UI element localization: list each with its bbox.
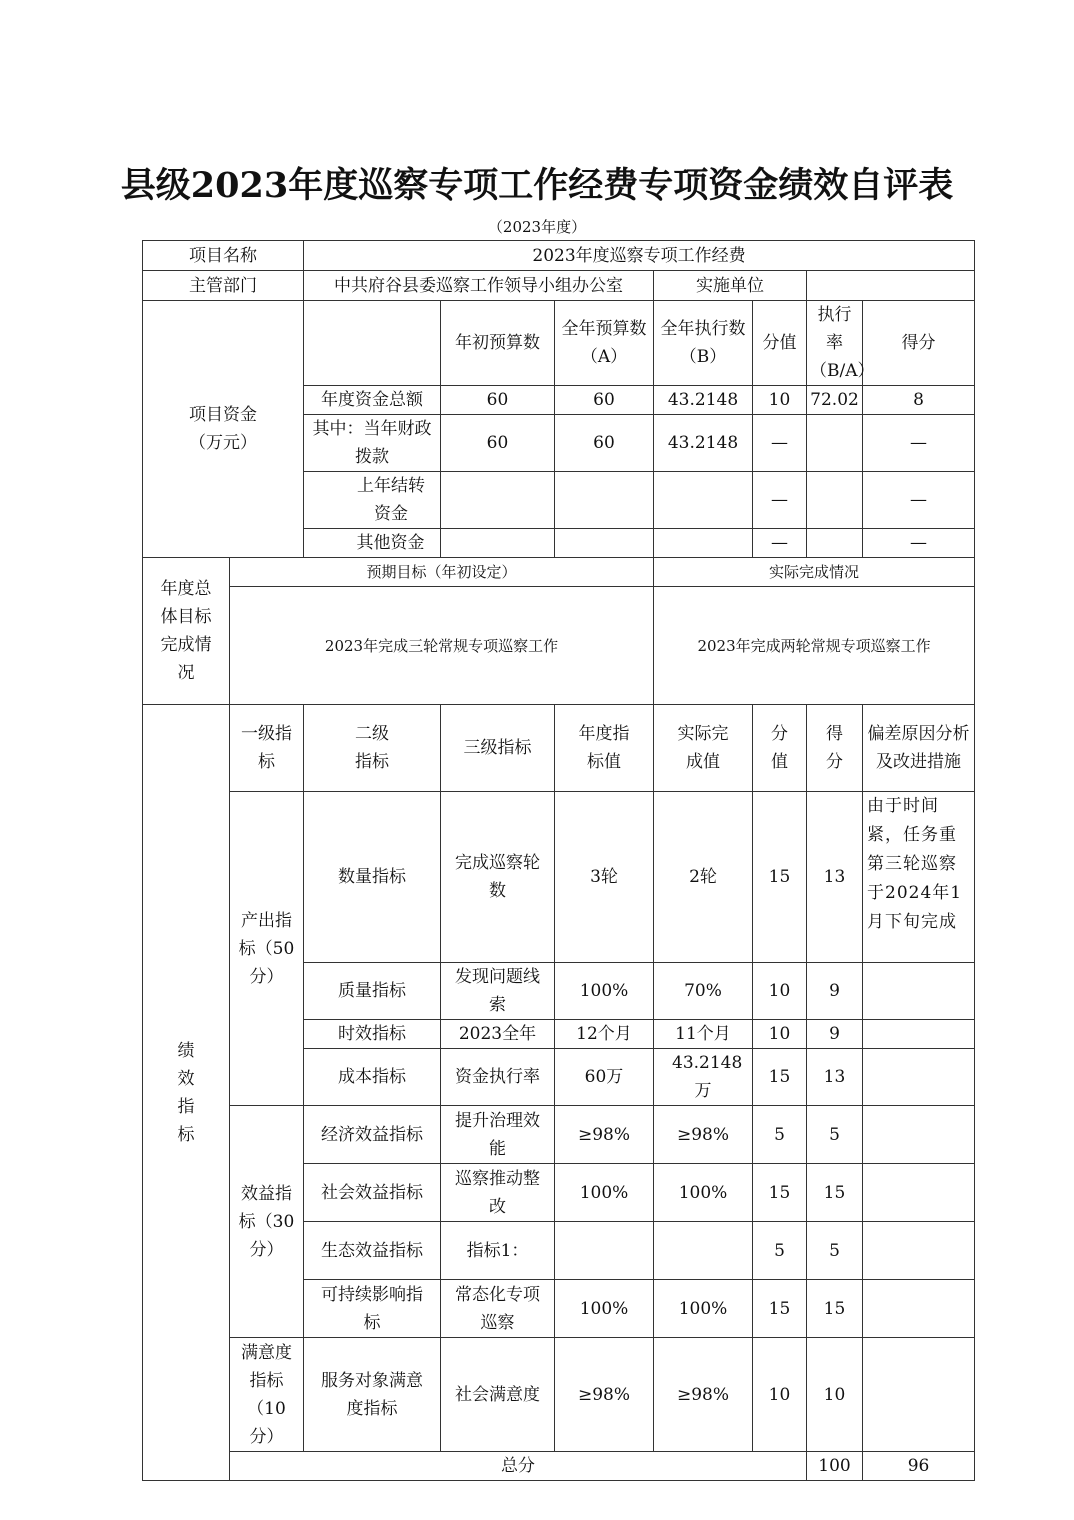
funds-row-executed: 43.2148 xyxy=(654,386,753,415)
funds-header-budget: 全年预算数（A） xyxy=(555,301,654,386)
indicator-l3: 发现问题线索 xyxy=(441,963,555,1020)
indicator-l3: 巡察推动整改 xyxy=(441,1164,555,1222)
indicator-target: ≥98% xyxy=(555,1338,654,1452)
project-name-value: 2023年度巡察专项工作经费 xyxy=(304,241,975,271)
indicator-l2: 成本指标 xyxy=(304,1049,441,1106)
indicator-target: 60万 xyxy=(555,1049,654,1106)
indicator-l2: 可持续影响指标 xyxy=(304,1280,441,1338)
funds-row-score: 8 xyxy=(863,386,975,415)
indicator-score: 15 xyxy=(807,1280,863,1338)
impl-label: 实施单位 xyxy=(654,271,807,301)
indicator-actual: 43.2148万 xyxy=(654,1049,753,1106)
indicator-target xyxy=(555,1222,654,1280)
indicator-actual: ≥98% xyxy=(654,1338,753,1452)
funds-row-initial: 60 xyxy=(441,415,555,472)
indicator-actual: 70% xyxy=(654,963,753,1020)
indicator-l3: 指标1： xyxy=(441,1222,555,1280)
indicator-points: 15 xyxy=(753,792,807,963)
indicator-points: 10 xyxy=(753,963,807,1020)
funds-row-rate xyxy=(807,415,863,472)
self-evaluation-table xyxy=(142,240,975,1481)
indicator-reason xyxy=(863,1164,975,1222)
group-label: 产出指标（50分） xyxy=(230,792,304,1106)
funds-row-name: 其他资金 xyxy=(304,529,441,558)
funds-row-name: 上年结转资金 xyxy=(304,472,441,529)
indicator-reason xyxy=(863,1280,975,1338)
indicator-score: 5 xyxy=(807,1106,863,1164)
indicator-target: 12个月 xyxy=(555,1020,654,1049)
funds-row-score: — xyxy=(863,529,975,558)
funds-row-points: — xyxy=(753,415,807,472)
goal-expected: 2023年完成三轮常规专项巡察工作 xyxy=(230,587,654,705)
indicator-l3: 资金执行率 xyxy=(441,1049,555,1106)
perf-header-score: 得分 xyxy=(807,705,863,792)
funds-row-initial: 60 xyxy=(441,386,555,415)
perf-header-points: 分值 xyxy=(753,705,807,792)
indicator-l3: 2023全年 xyxy=(441,1020,555,1049)
funds-row-name: 年度资金总额 xyxy=(304,386,441,415)
funds-row-points: — xyxy=(753,472,807,529)
indicator-reason xyxy=(863,1222,975,1280)
funds-row-points: 10 xyxy=(753,386,807,415)
total-points: 100 xyxy=(807,1452,863,1481)
indicator-points: 10 xyxy=(753,1338,807,1452)
funds-label-line2: （万元） xyxy=(189,433,257,453)
funds-row-executed: 43.2148 xyxy=(654,415,753,472)
goal-expected-header: 预期目标（年初设定） xyxy=(230,558,654,587)
funds-row-score: — xyxy=(863,415,975,472)
indicator-reason xyxy=(863,1338,975,1452)
page-subtitle: （2023年度） xyxy=(487,218,587,236)
total-label: 总分 xyxy=(230,1452,807,1481)
indicator-reason xyxy=(863,963,975,1020)
funds-row-budget: 60 xyxy=(555,386,654,415)
perf-header-level3: 三级指标 xyxy=(441,705,555,792)
indicator-points: 5 xyxy=(753,1222,807,1280)
project-name-label: 项目名称 xyxy=(143,241,304,271)
funds-header-blank xyxy=(304,301,441,386)
page-title: 县级2023年度巡察专项工作经费专项资金绩效自评表 xyxy=(120,165,954,206)
goal-actual-header: 实际完成情况 xyxy=(654,558,975,587)
funds-row-executed xyxy=(654,529,753,558)
indicator-actual: 2轮 xyxy=(654,792,753,963)
funds-row-executed xyxy=(654,472,753,529)
funds-row-name: 其中：当年财政拨款 xyxy=(304,415,441,472)
group-label: 效益指标（30分） xyxy=(230,1106,304,1338)
indicator-target: 100% xyxy=(555,1280,654,1338)
funds-row-rate xyxy=(807,529,863,558)
dept-value: 中共府谷县委巡察工作领导小组办公室 xyxy=(304,271,654,301)
funds-row-budget: 60 xyxy=(555,415,654,472)
indicator-target: ≥98% xyxy=(555,1106,654,1164)
indicator-l3: 社会满意度 xyxy=(441,1338,555,1452)
indicator-target: 100% xyxy=(555,1164,654,1222)
perf-header-level1: 一级指标 xyxy=(230,705,304,792)
perf-header-reason: 偏差原因分析及改进措施 xyxy=(863,705,975,792)
goal-label: 年度总体目标完成情况 xyxy=(143,558,230,705)
funds-row-initial xyxy=(441,472,555,529)
indicator-l2: 质量指标 xyxy=(304,963,441,1020)
indicator-actual: 11个月 xyxy=(654,1020,753,1049)
indicator-target: 3轮 xyxy=(555,792,654,963)
indicator-points: 5 xyxy=(753,1106,807,1164)
indicator-l2: 生态效益指标 xyxy=(304,1222,441,1280)
perf-header-actual: 实际完成值 xyxy=(654,705,753,792)
group-label: 满意度指标（10分） xyxy=(230,1338,304,1452)
indicator-target: 100% xyxy=(555,963,654,1020)
funds-row-rate: 72.02 xyxy=(807,386,863,415)
indicator-reason xyxy=(863,1106,975,1164)
funds-row-rate xyxy=(807,472,863,529)
indicator-score: 13 xyxy=(807,792,863,963)
indicator-actual: 100% xyxy=(654,1164,753,1222)
indicator-l3: 常态化专项巡察 xyxy=(441,1280,555,1338)
perf-header-target: 年度指标值 xyxy=(555,705,654,792)
funds-label xyxy=(143,301,304,558)
indicator-points: 15 xyxy=(753,1164,807,1222)
impl-value xyxy=(807,271,975,301)
funds-header-points: 分值 xyxy=(753,301,807,386)
indicator-points: 15 xyxy=(753,1280,807,1338)
goal-actual: 2023年完成两轮常规专项巡察工作 xyxy=(654,587,975,705)
indicator-l2: 社会效益指标 xyxy=(304,1164,441,1222)
funds-header-rate: 执行率（B/A） xyxy=(807,301,863,386)
total-score: 96 xyxy=(863,1452,975,1481)
indicator-l2: 服务对象满意度指标 xyxy=(304,1338,441,1452)
indicator-points: 10 xyxy=(753,1020,807,1049)
indicator-score: 9 xyxy=(807,963,863,1020)
perf-label: 绩效指标 xyxy=(143,705,230,1481)
indicator-reason: 由于时间紧，任务重第三轮巡察于2024年1月下旬完成 xyxy=(863,792,975,963)
indicator-l3: 提升治理效能 xyxy=(441,1106,555,1164)
indicator-l2: 数量指标 xyxy=(304,792,441,963)
indicator-actual: ≥98% xyxy=(654,1106,753,1164)
funds-row-score: — xyxy=(863,472,975,529)
funds-row-initial xyxy=(441,529,555,558)
funds-header-score: 得分 xyxy=(863,301,975,386)
indicator-l2: 时效指标 xyxy=(304,1020,441,1049)
indicator-score: 15 xyxy=(807,1164,863,1222)
indicator-score: 9 xyxy=(807,1020,863,1049)
indicator-reason xyxy=(863,1049,975,1106)
funds-label-line1: 项目资金 xyxy=(189,405,257,425)
dept-label: 主管部门 xyxy=(143,271,304,301)
perf-header-level2: 二级指标 xyxy=(304,705,441,792)
indicator-actual: 100% xyxy=(654,1280,753,1338)
indicator-score: 10 xyxy=(807,1338,863,1452)
funds-row-points: — xyxy=(753,529,807,558)
indicator-l3: 完成巡察轮数 xyxy=(441,792,555,963)
funds-header-initial: 年初预算数 xyxy=(441,301,555,386)
indicator-actual xyxy=(654,1222,753,1280)
funds-header-executed: 全年执行数（B） xyxy=(654,301,753,386)
indicator-score: 5 xyxy=(807,1222,863,1280)
indicator-reason xyxy=(863,1020,975,1049)
indicator-score: 13 xyxy=(807,1049,863,1106)
indicator-points: 15 xyxy=(753,1049,807,1106)
funds-row-budget xyxy=(555,529,654,558)
indicator-l2: 经济效益指标 xyxy=(304,1106,441,1164)
funds-row-budget xyxy=(555,472,654,529)
